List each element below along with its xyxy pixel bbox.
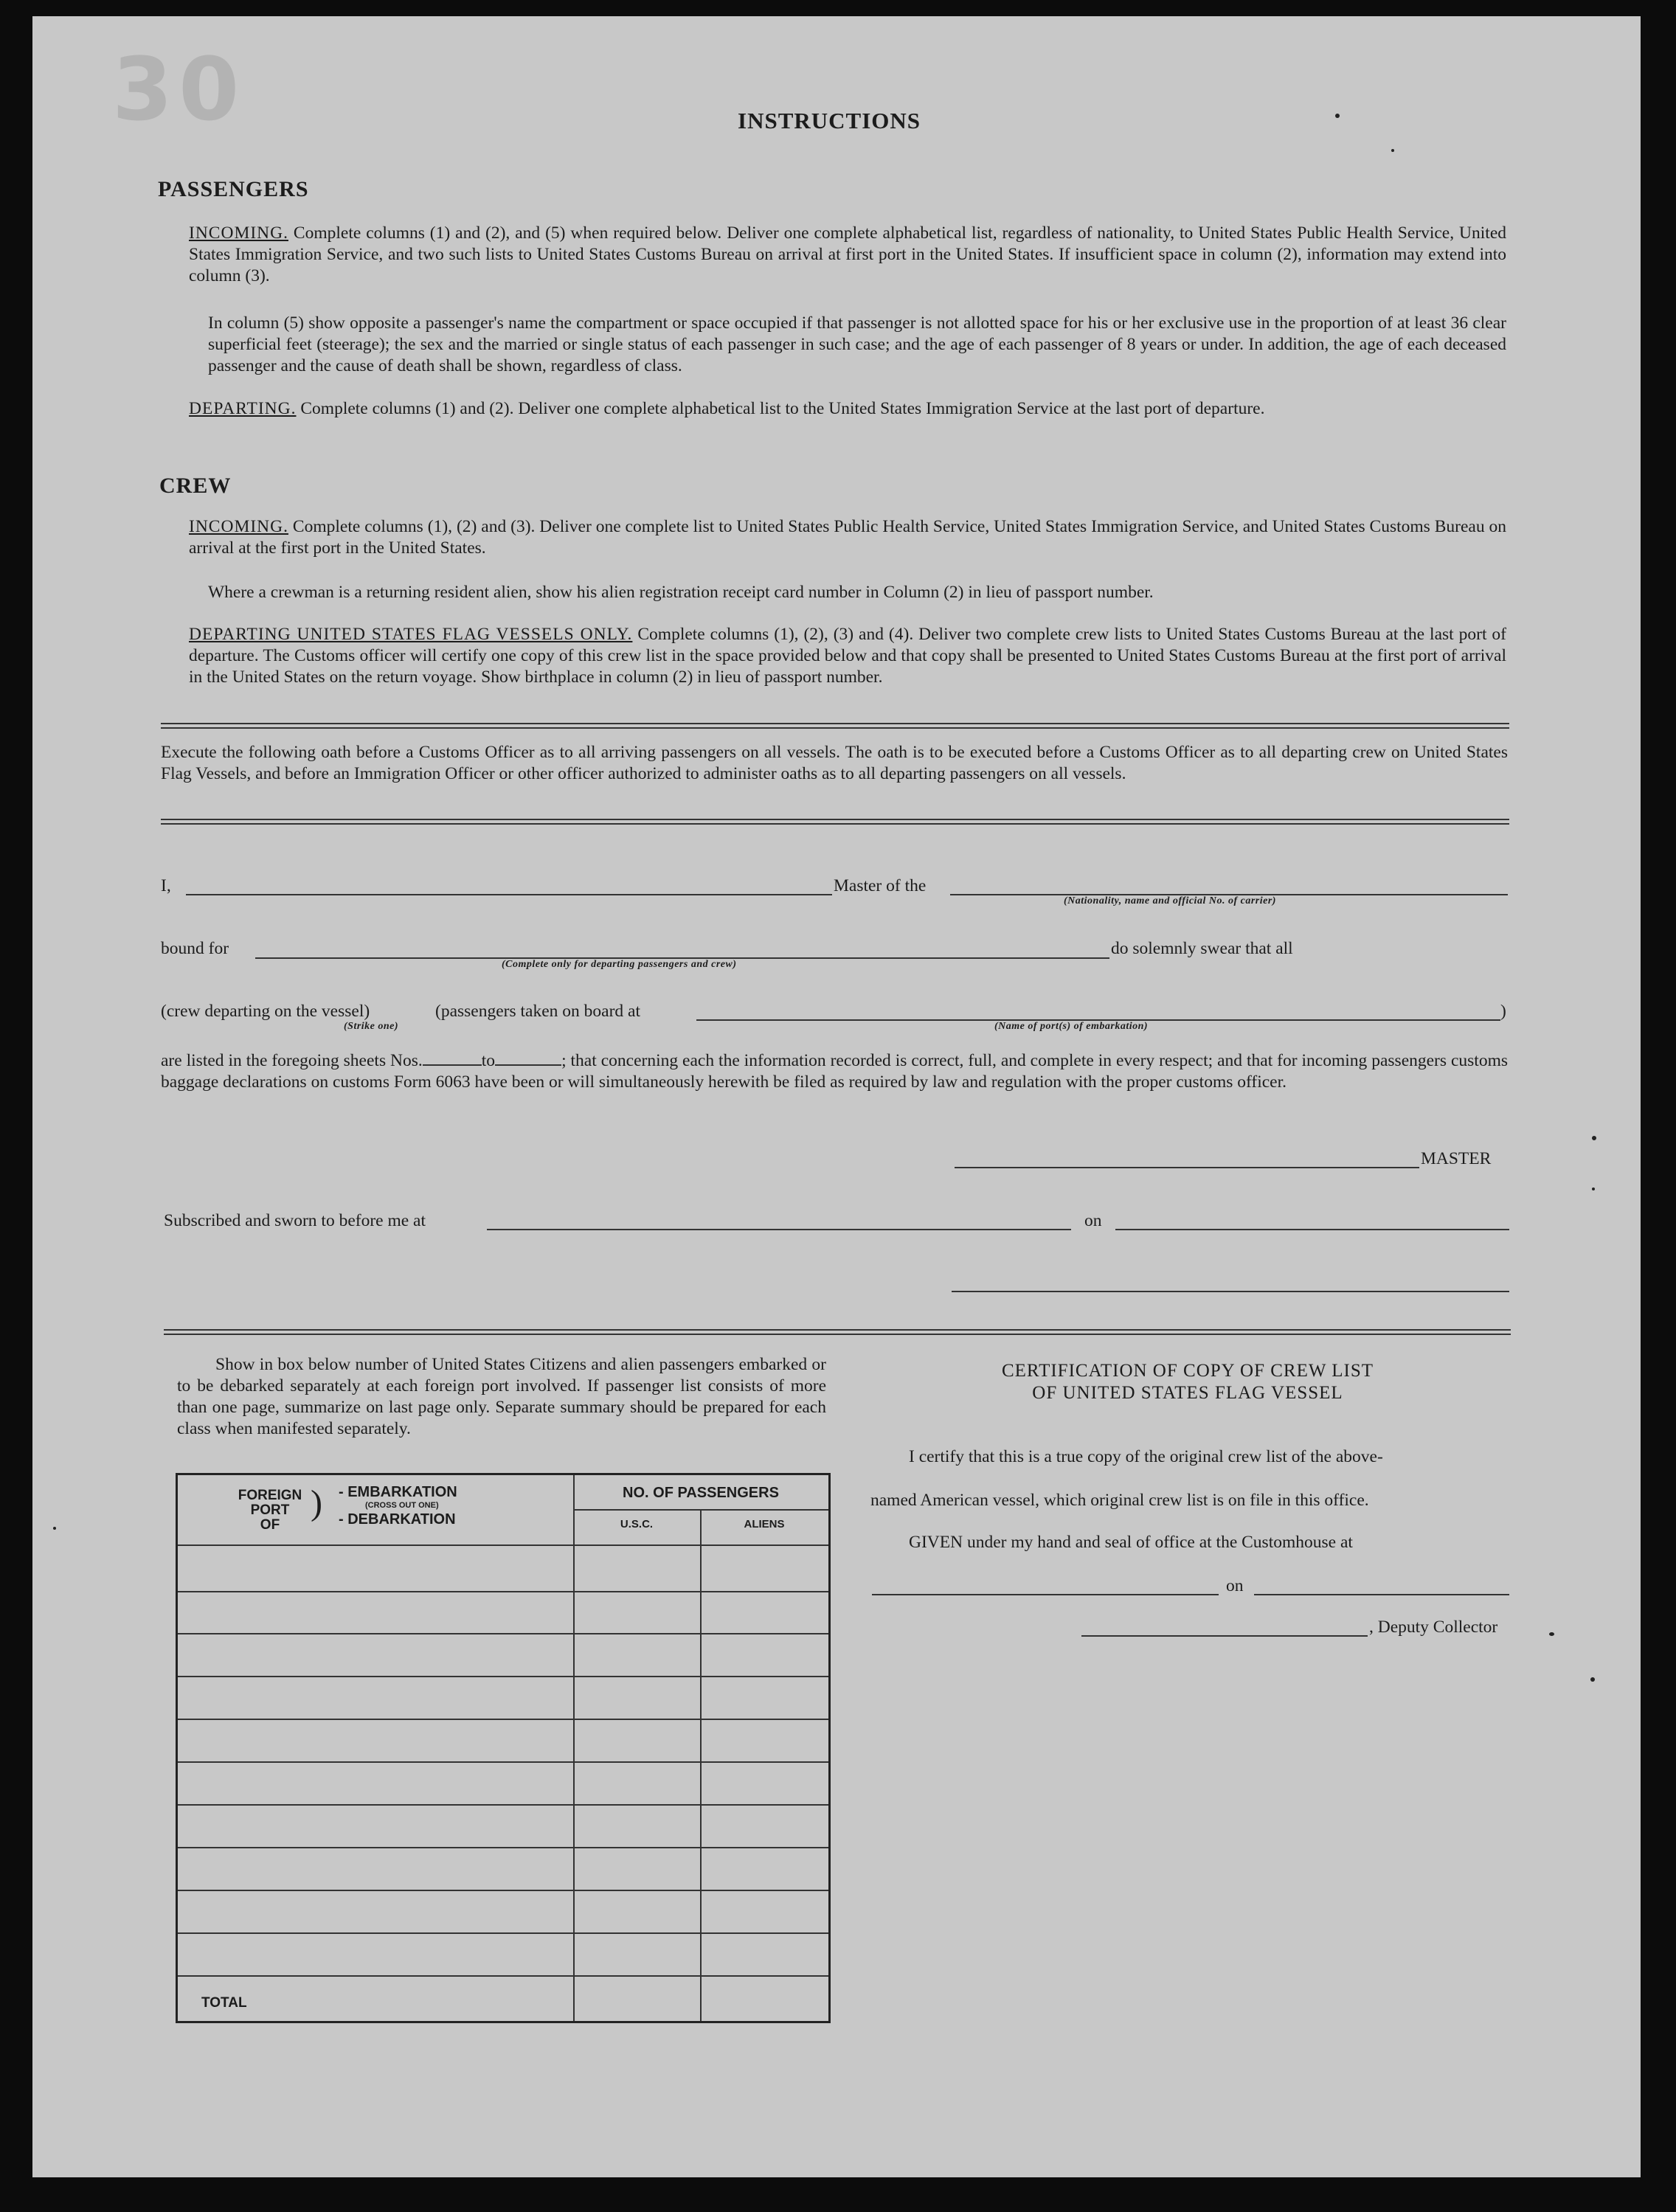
total-label: TOTAL	[201, 1995, 247, 2011]
table-row-line	[178, 1975, 828, 1977]
table-row-line	[178, 1932, 828, 1934]
table-row-line	[178, 1804, 828, 1806]
bound-for-note: (Complete only for departing passengers and crew)	[502, 959, 737, 970]
certification-title	[870, 1360, 1505, 1404]
aliens-header: ALIENS	[744, 1518, 785, 1530]
scan-speck	[1592, 1188, 1595, 1190]
crew-incoming-paragraph	[189, 516, 1506, 559]
passengers-incoming-label: INCOMING.	[189, 223, 288, 243]
table-row-line	[178, 1633, 828, 1634]
master-name-field[interactable]	[186, 894, 832, 895]
certification-title-line: OF UNITED STATES FLAG VESSEL	[1032, 1383, 1343, 1403]
passengers-heading: PASSENGERS	[158, 177, 309, 201]
master-of-the-label: Master of the	[834, 876, 927, 895]
page-number-stamp: 30	[112, 38, 246, 140]
solemnly-swear-label: do solemnly swear that all	[1111, 939, 1293, 958]
summary-instructions: Show in box below number of United States Citizens and alien passengers embarked or to be debarked separately at each foreign port involved. If passenger list consists of more than one page, summarize on last page only. Separate summary should be prepared for each class when manifested separately.	[177, 1355, 826, 1438]
table-header-separator	[178, 1544, 828, 1546]
master-signature-field[interactable]	[955, 1167, 1419, 1168]
deputy-collector-field[interactable]	[1081, 1635, 1368, 1637]
no-of-passengers-header: NO. OF PASSENGERS	[623, 1485, 779, 1501]
table-row-line	[178, 1676, 828, 1677]
table-row-line	[178, 1591, 828, 1592]
debarkation-header: - DEBARKATION	[339, 1511, 456, 1528]
bracket: )	[311, 1483, 322, 1522]
oath-i-label: I,	[161, 876, 171, 895]
scan-speck	[1335, 114, 1340, 118]
page-title: INSTRUCTIONS	[738, 108, 921, 134]
deputy-collector-label: , Deputy Collector	[1369, 1618, 1498, 1637]
certification-on-label: on	[1226, 1576, 1244, 1595]
foreign-port-header-line: FOREIGN	[238, 1488, 302, 1503]
passengers-taken-option: (passengers taken on board at	[435, 1002, 640, 1021]
foreign-port-header-line: OF	[260, 1517, 280, 1533]
table-row-line	[178, 1847, 828, 1848]
sheet-to-field[interactable]	[495, 1064, 561, 1066]
sheet-from-field[interactable]	[423, 1064, 482, 1066]
officer-signature-field[interactable]	[952, 1291, 1509, 1292]
listed-prefix: are listed in the foregoing sheets Nos.	[161, 1051, 423, 1070]
table-row-line	[178, 1890, 828, 1891]
listed-sheets-paragraph	[161, 1050, 1508, 1093]
table-column-line	[573, 1475, 575, 2021]
crew-resident-paragraph: Where a crewman is a returning resident alien, show his alien registration receipt card number in Column (2) in lieu of passport number.	[208, 583, 1154, 602]
scan-speck	[1549, 1632, 1554, 1636]
given-line: GIVEN under my hand and seal of office at the Customhouse at	[909, 1533, 1353, 1552]
subscribed-label: Subscribed and sworn to before me at	[164, 1211, 426, 1230]
table-row-line	[178, 1719, 828, 1720]
customhouse-field[interactable]	[872, 1594, 1219, 1595]
usc-header: U.S.C.	[620, 1518, 654, 1530]
sworn-date-field[interactable]	[1115, 1229, 1509, 1230]
table-column-line	[700, 1509, 702, 2021]
embarkation-header: - EMBARKATION	[339, 1484, 457, 1500]
crew-departing-paragraph	[189, 624, 1506, 688]
passengers-incoming-text: Complete columns (1) and (2), and (5) when required below. Deliver one complete alphabetical list, regardless of nationality, to United States Public Health Service, United States Immigration Service, and two such lists to United States Customs Bureau on arrival at first port in the United States. If insufficient space in column (2), information may extend into column (3).	[189, 223, 1506, 285]
listed-text: ; that concerning each the information recorded is correct, full, and complete in every respect; and that for incoming passengers customs baggage declarations on customs Form 6063 have been or will simultaneously herewith be filed as required by law and regulation with the proper customs officer.	[161, 1051, 1508, 1092]
scan-speck	[1391, 149, 1394, 152]
oath-instructions: Execute the following oath before a Customs Officer as to all arriving passengers on all vessels. The oath is to be executed before a Customs Officer as to all departing crew on United States Flag Vessels, and before an Immigration Officer or other officer authorized to administer oaths as to all departing passengers on all vessels.	[161, 743, 1508, 783]
passengers-departing-text: Complete columns (1) and (2). Deliver one complete alphabetical list to the United States Immigration Service at the last port of departure.	[300, 399, 1265, 418]
passengers-departing-label: DEPARTING.	[189, 399, 297, 418]
passengers-incoming-paragraph	[189, 223, 1506, 287]
strike-one-note: (Strike one)	[344, 1021, 399, 1032]
sworn-on-label: on	[1084, 1211, 1102, 1230]
foreign-port-header	[229, 1488, 311, 1533]
divider	[161, 723, 1509, 729]
cross-out-note: (CROSS OUT ONE)	[365, 1501, 439, 1510]
bound-for-label: bound for	[161, 939, 229, 958]
close-paren: )	[1500, 1002, 1506, 1021]
passengers-departing-paragraph	[189, 398, 1506, 420]
certification-date-field[interactable]	[1254, 1594, 1509, 1595]
crew-departing-label: DEPARTING UNITED STATES FLAG VESSELS ONLY.	[189, 625, 633, 644]
listed-to: to	[481, 1051, 496, 1070]
divider	[164, 1329, 1511, 1335]
crew-departing-option: (crew departing on the vessel)	[161, 1002, 370, 1021]
crew-departing-text: Complete columns (1), (2), (3) and (4). Deliver two complete crew lists to United States Customs Bureau at the last port of departure. The Customs officer will certify one copy of this crew list in the space provided below and that copy shall be presented to United States Customs Bureau at the first port of arrival in the United States on the return voyage. Show birthplace in column (2) in lieu of passport number.	[189, 625, 1506, 687]
master-label: MASTER	[1421, 1149, 1492, 1168]
certify-line-2: named American vessel, which original crew list is on file in this office.	[870, 1491, 1369, 1510]
passengers-column5-paragraph: In column (5) show opposite a passenger's name the compartment or space occupied if that passenger is not allotted space for his or her exclusive use in the proportion of at least 36 clear superficial feet (steerage); the sex and the married or single status of each passenger in such case; and the age of each passenger of 8 years or under. In addition, the age of each deceased passenger and the cause of death shall be shown, regardless of class.	[208, 313, 1506, 375]
scan-speck	[1590, 1677, 1595, 1682]
carrier-note: (Nationality, name and official No. of carrier)	[1064, 895, 1276, 906]
certification-title-line: CERTIFICATION OF COPY OF CREW LIST	[1001, 1361, 1374, 1381]
scan-speck	[1592, 1136, 1596, 1140]
certify-line-1: I certify that this is a true copy of the original crew list of the above-	[909, 1447, 1383, 1466]
embarkation-port-note: (Name of port(s) of embarkation)	[994, 1021, 1149, 1032]
passengers-subheader-line	[573, 1509, 828, 1511]
passenger-summary-table	[176, 1473, 831, 2023]
sworn-place-field[interactable]	[487, 1229, 1071, 1230]
crew-incoming-label: INCOMING.	[189, 517, 288, 536]
divider	[161, 819, 1509, 825]
table-row-line	[178, 1761, 828, 1763]
crew-heading: CREW	[159, 474, 232, 498]
scan-speck	[53, 1527, 56, 1530]
foreign-port-header-line: PORT	[250, 1502, 290, 1518]
crew-incoming-text: Complete columns (1), (2) and (3). Deliver one complete list to United States Public Health Service, United States Immigration Service, and United States Customs Bureau on arrival at the first port in the United States.	[189, 517, 1506, 558]
